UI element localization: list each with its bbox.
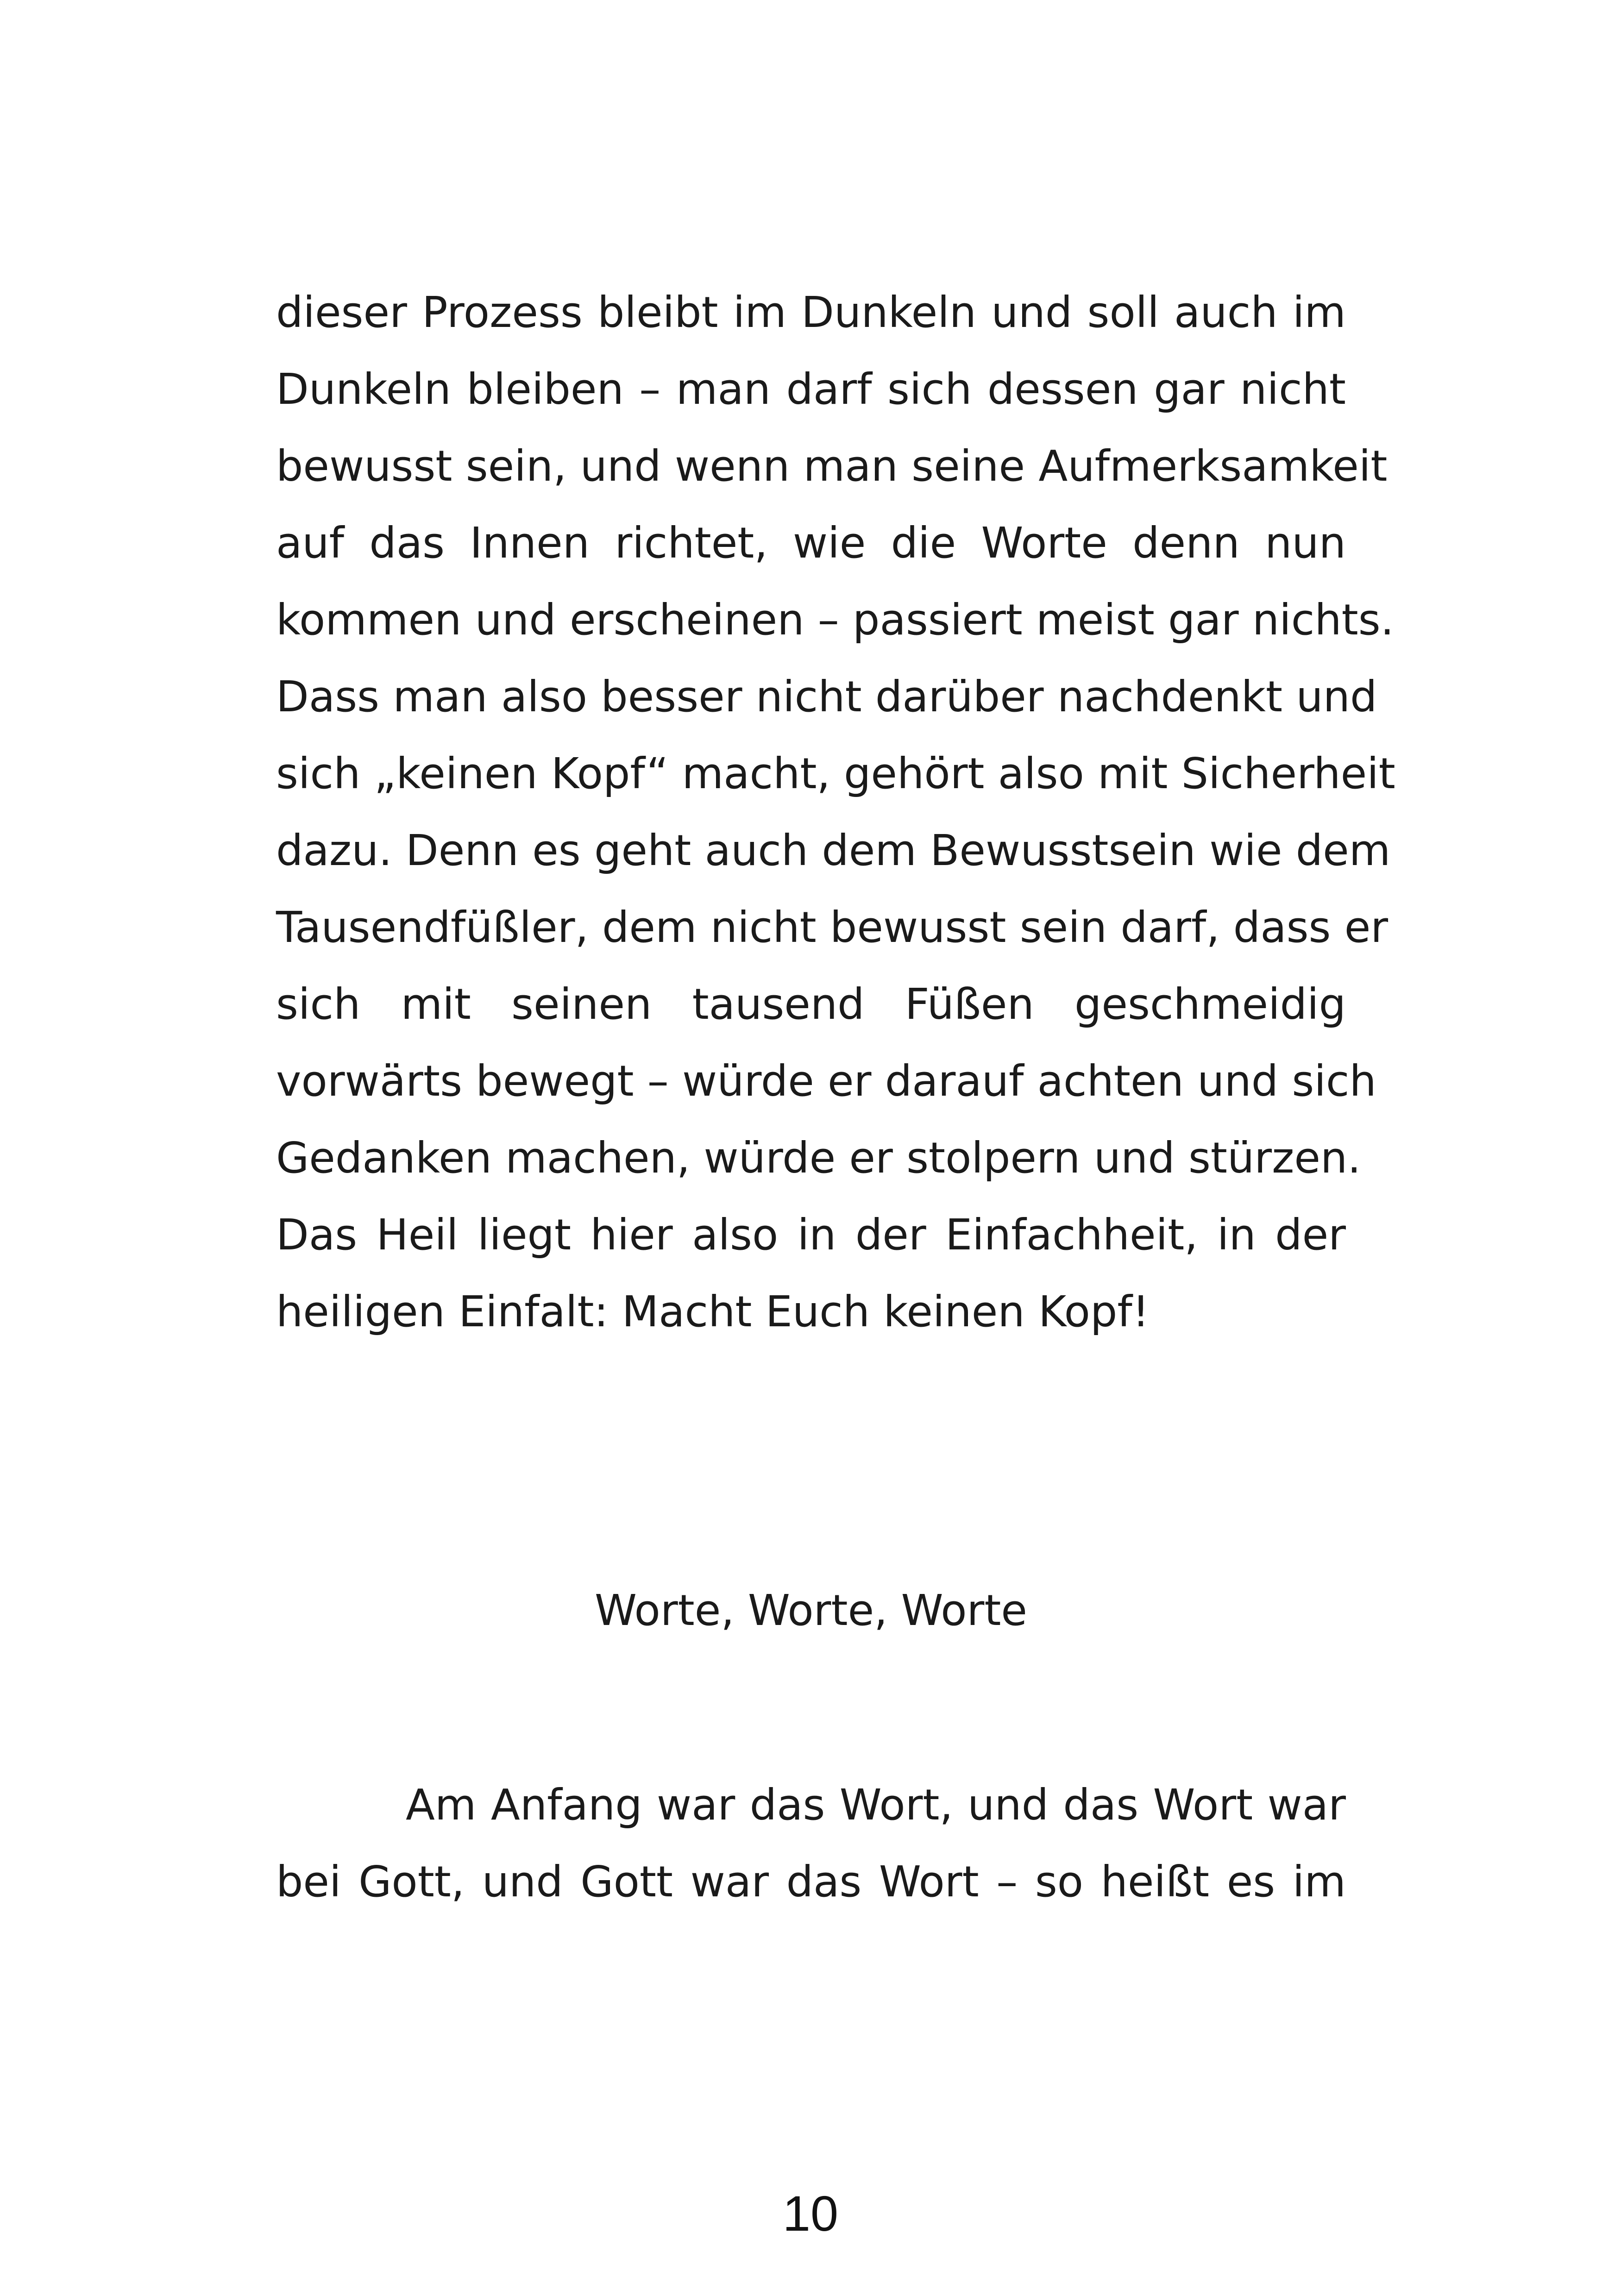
paragraph-line: Am Anfang war das Wort, und das Wort war — [406, 1780, 1346, 1830]
paragraph-line: Dass man also besser nicht darüber nachdenkt und — [276, 672, 1377, 721]
section-heading: Worte, Worte, Worte — [594, 1586, 1028, 1635]
paragraph-line: sich mit seinen tausend Füßen geschmeidig — [276, 979, 1346, 1029]
paragraph-line: vorwärts bewegt – würde er darauf achten und sich — [276, 1056, 1376, 1106]
paragraph-line: Tausendfüßler, dem nicht bewusst sein darf, dass er — [276, 903, 1389, 952]
page-number: 10 — [782, 2185, 839, 2241]
body-paragraph-1 — [276, 274, 1395, 1350]
paragraph-line: Das Heil liegt hier also in der Einfachheit, in der — [276, 1210, 1346, 1260]
paragraph-line: auf das Innen richtet, wie die Worte denn nun — [276, 518, 1346, 568]
paragraph-line: dieser Prozess bleibt im Dunkeln und soll auch im — [276, 288, 1346, 337]
paragraph-line: Dunkeln bleiben – man darf sich dessen gar nicht — [276, 364, 1346, 414]
paragraph-line: bei Gott, und Gott war das Wort – so heißt es im — [276, 1857, 1346, 1907]
paragraph-line: sich „keinen Kopf“ macht, gehört also mit Sicherheit — [276, 749, 1395, 798]
paragraph-line: heiligen Einfalt: Macht Euch keinen Kopf! — [276, 1287, 1150, 1336]
paragraph-line: Gedanken machen, würde er stolpern und stürzen. — [276, 1133, 1361, 1183]
body-paragraph-2 — [276, 1767, 1346, 1920]
paragraph-line: dazu. Denn es geht auch dem Bewusstsein wie dem — [276, 826, 1391, 875]
paragraph-line: bewusst sein, und wenn man seine Aufmerksamkeit — [276, 441, 1388, 491]
paragraph-line: kommen und erscheinen – passiert meist gar nichts. — [276, 595, 1394, 645]
